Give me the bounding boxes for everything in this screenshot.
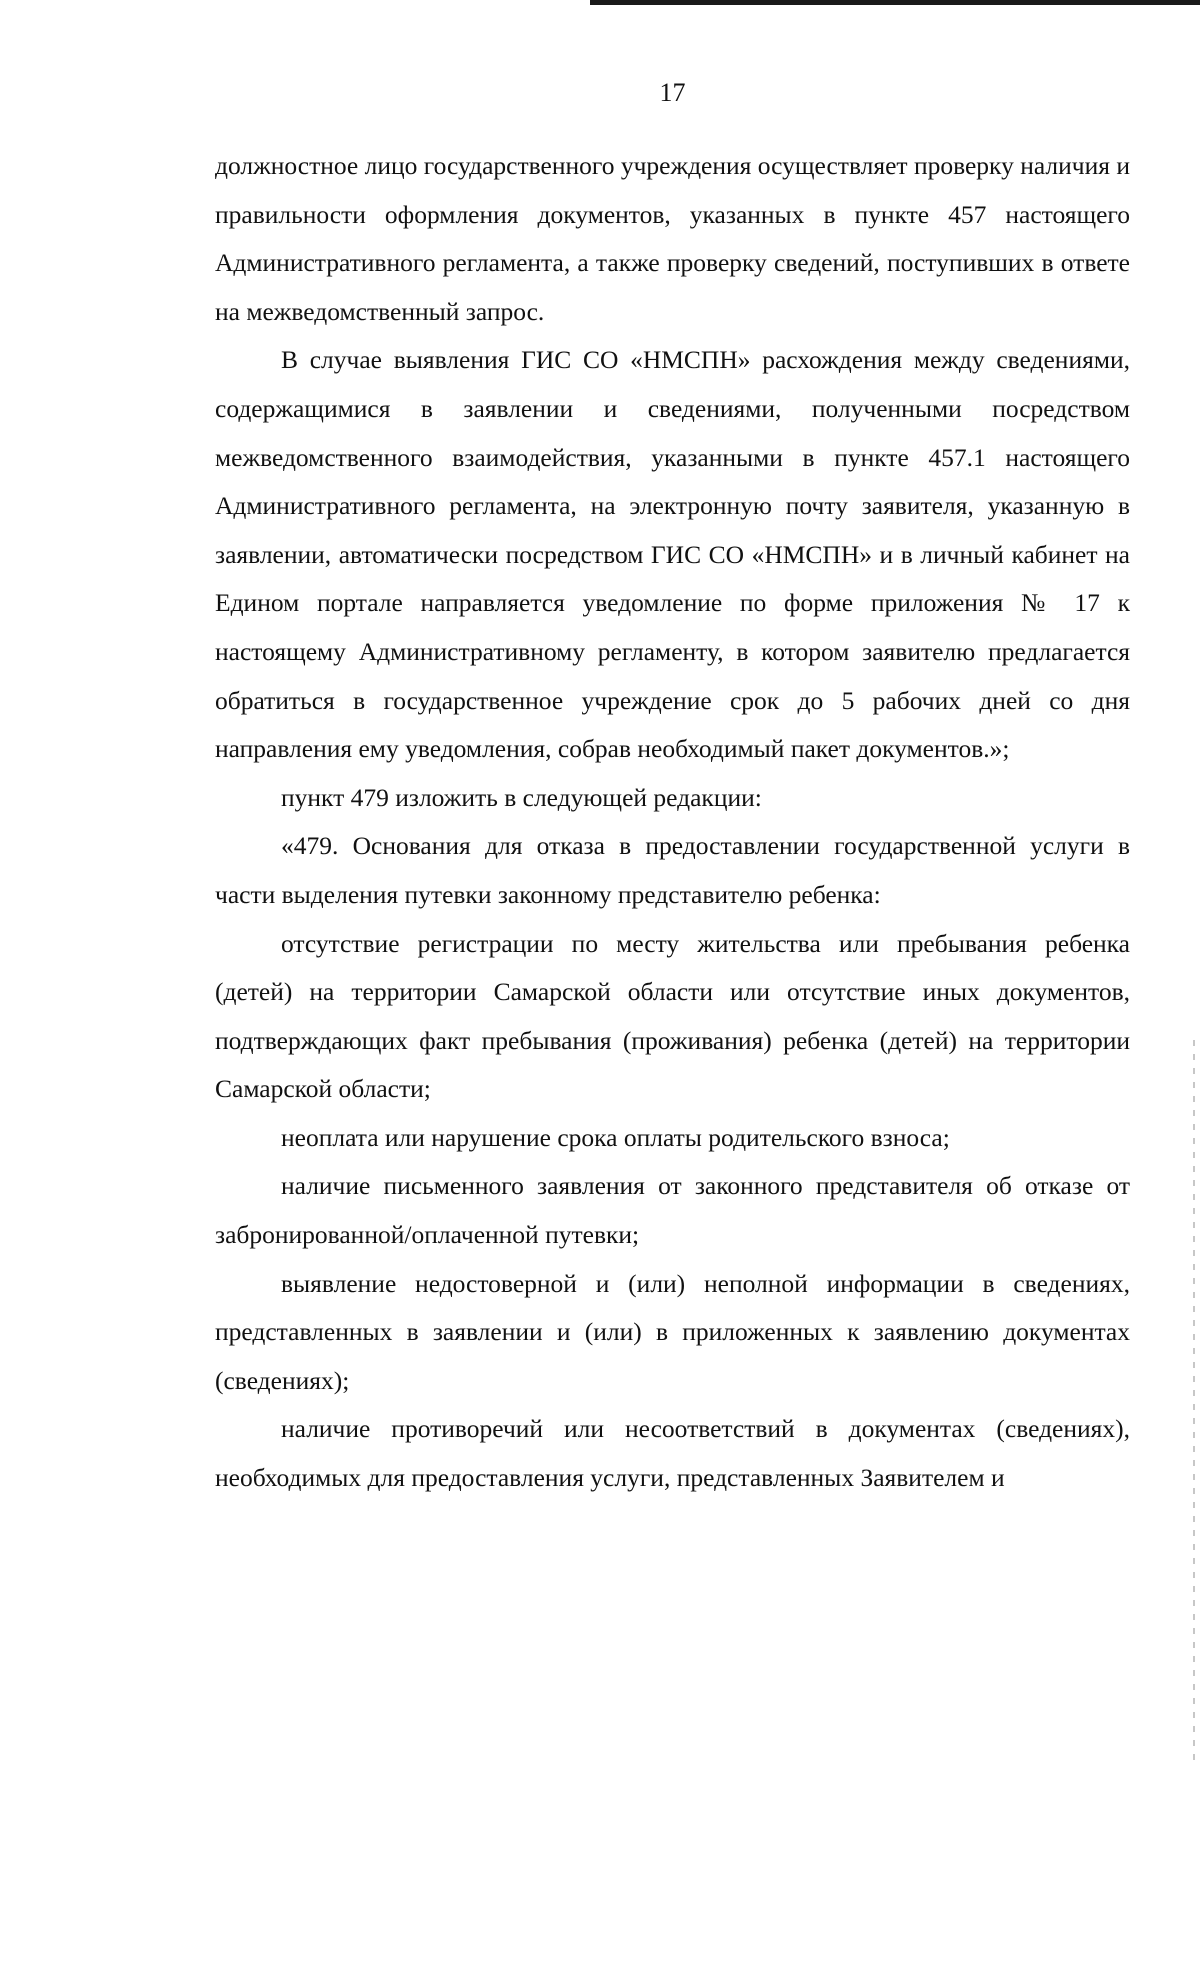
document-body — [215, 142, 1130, 1503]
paragraph-written-refusal: наличие письменного заявления от законного представителя об отказе от забронированной/оплаченной путевки; — [215, 1171, 1130, 1250]
paragraph-discrepancy: В случае выявления ГИС СО «НМСПН» расхождения между сведениями, содержащимися в заявлении и сведениями, полученными посредством межведомственного взаимодействия, указанными в пункте 457.1 настоящего Административного регламента, на электронную почту заявителя, указанную в заявлении, автоматически посредством ГИС СО «НМСПН» и в личный кабинет на Едином портале направляется уведомление по форме приложения № 17 к настоящему Административному регламенту, в котором заявителю предлагается обратиться в государственное учреждение срок до 5 рабочих дней со дня направления ему уведомления, собрав необходимый пакет документов.»; — [215, 345, 1130, 764]
paragraph-refusal-grounds: «479. Основания для отказа в предоставлении государственной услуги в части выделения путевки законному представителю ребенка: — [215, 831, 1130, 909]
scan-right-edge — [1193, 1040, 1195, 1760]
paragraph-unreliable-info: выявление недостоверной и (или) неполной информации в сведениях, представленных в заявлении и (или) в приложенных к заявлению документах (сведениях); — [215, 1268, 1130, 1395]
paragraph-contradictions: наличие противоречий или несоответствий в документах (сведениях), необходимых для предоставления услуги, представленных Заявителем и — [215, 1414, 1130, 1493]
paragraph-non-payment: неоплата или нарушение срока оплаты родительского взноса; — [281, 1122, 950, 1152]
paragraph-verification: должностное лицо государственного учреждения осуществляет проверку наличия и правильности оформления документов, указанных в пункте 457 настоящего Административного регламента, а также проверку сведений, поступивших в ответе на межведомственный запрос. — [215, 151, 1130, 326]
paragraph-amendment-479: пункт 479 изложить в следующей редакции: — [281, 782, 762, 812]
paragraph-no-registration: отсутствие регистрации по месту жительства или пребывания ребенка (детей) на территории Самарской области или отсутствие иных документов, подтверждающих факт пребывания (проживания) ребенка (детей) на территории Самарской области; — [215, 928, 1130, 1104]
page-number: 17 — [659, 78, 686, 107]
scan-top-edge — [590, 0, 1200, 5]
